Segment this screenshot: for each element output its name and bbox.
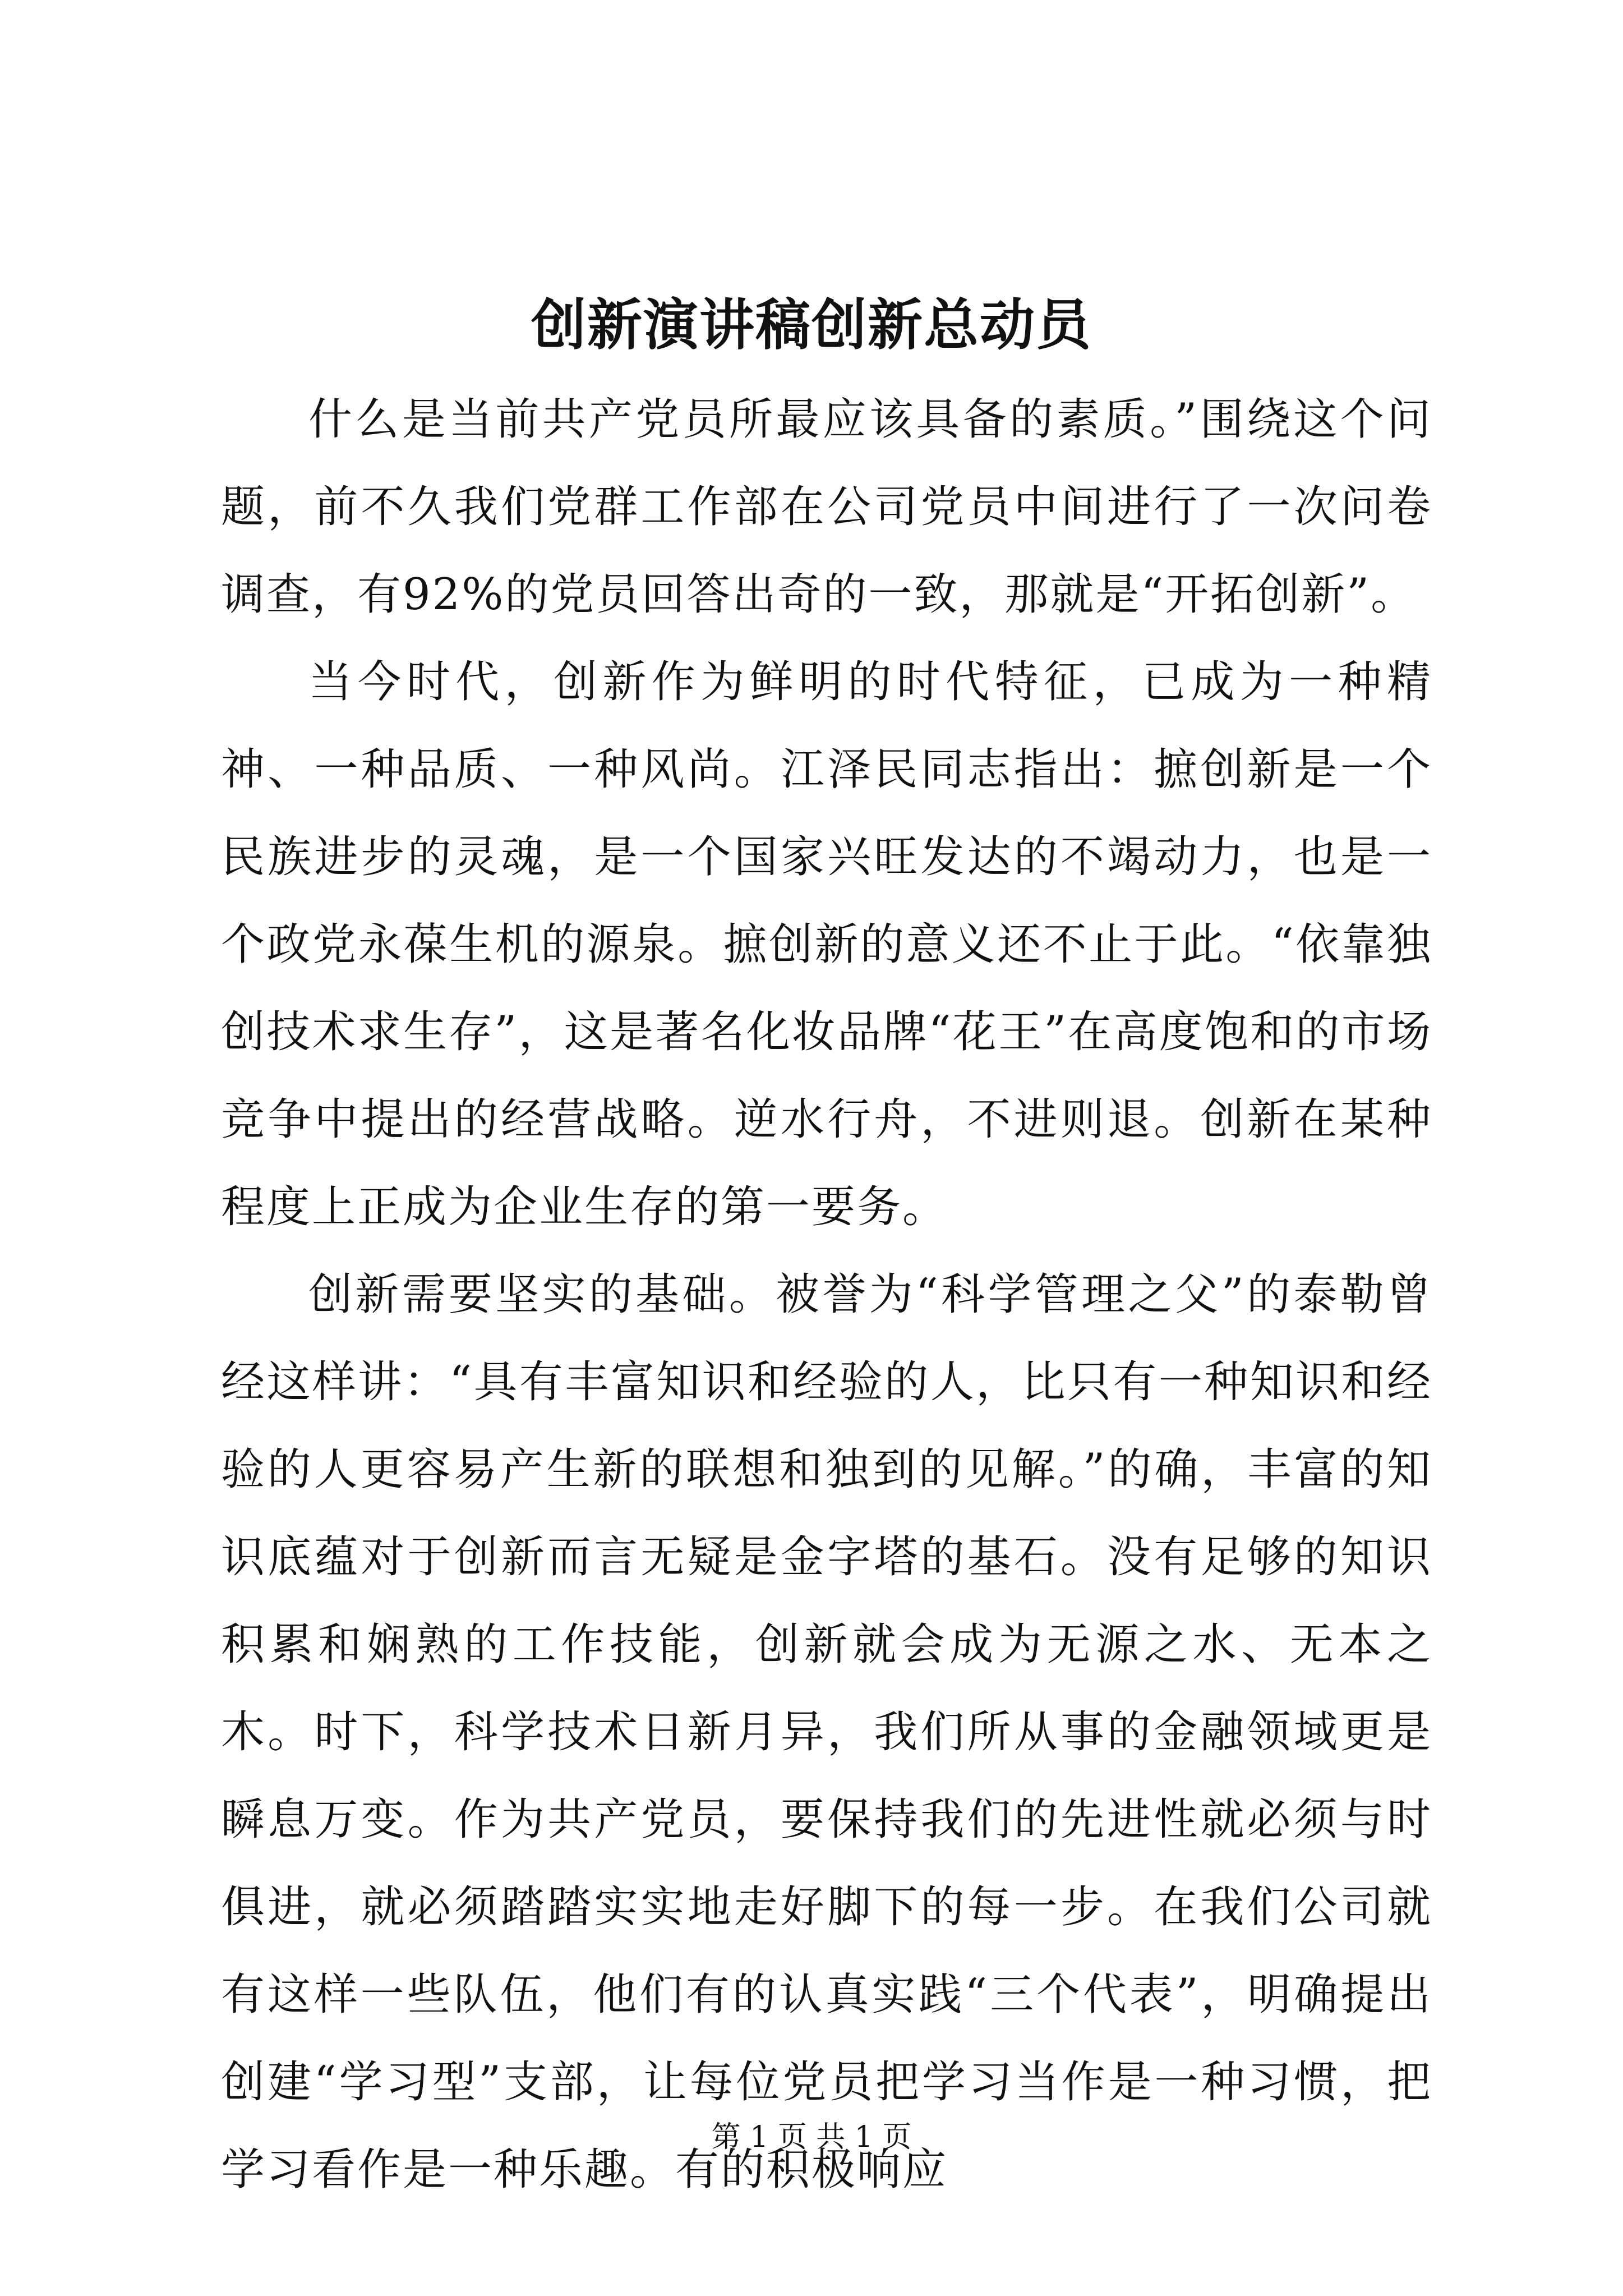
- paragraph-3: 创新需要坚实的基础。被誉为“科学管理之父”的泰勒曾经这样讲：“具有丰富知识和经验的人，比只有一种知识和经验的人更容易产生新的联想和独到的见解。”的确，丰富的知识底蕴对于创新而言无疑是金字塔的基石。没有足够的知识积累和娴熟的工作技能，创新就会成为无源之水、无本之木。时下，科学技术日新月异，我们所从事的金融领域更是瞬息万变。作为共产党员，要保持我们的先进性就必须与时俱进，就必须踏踏实实地走好脚下的每一步。在我们公司就有这样一些队伍，他们有的认真实践“三个代表”，明确提出创建“学习型”支部，让每位党员把学习当作是一种习惯，把学习看作是一种乐趣。有的积极响应: [221, 1269, 1432, 2195]
- page-number-footer: 第 1 页 共 1 页: [711, 2120, 912, 2154]
- document-body: [221, 376, 1432, 2214]
- paragraph-1: 什么是当前共产党员所最应该具备的素质。”围绕这个问题，前不久我们党群工作部在公司党员中间进行了一次问卷调查，有92%的党员回答出奇的一致，那就是“开拓创新”。: [221, 394, 1432, 620]
- document-title: 创新演讲稿创新总动员: [531, 293, 1092, 357]
- paragraph-2: 当今时代，创新作为鲜明的时代特征，已成为一种精神、一种品质、一种风尚。江泽民同志指出：摭创新是一个民族进步的灵魂，是一个国家兴旺发达的不竭动力，也是一个政党永葆生机的源泉。摭创新的意义还不止于此。“依靠独创技术求生存”，这是著名化妆品牌“花王”在高度饱和的市场竞争中提出的经营战略。逆水行舟，不进则退。创新在某种程度上正成为企业生存的第一要务。: [221, 657, 1432, 1232]
